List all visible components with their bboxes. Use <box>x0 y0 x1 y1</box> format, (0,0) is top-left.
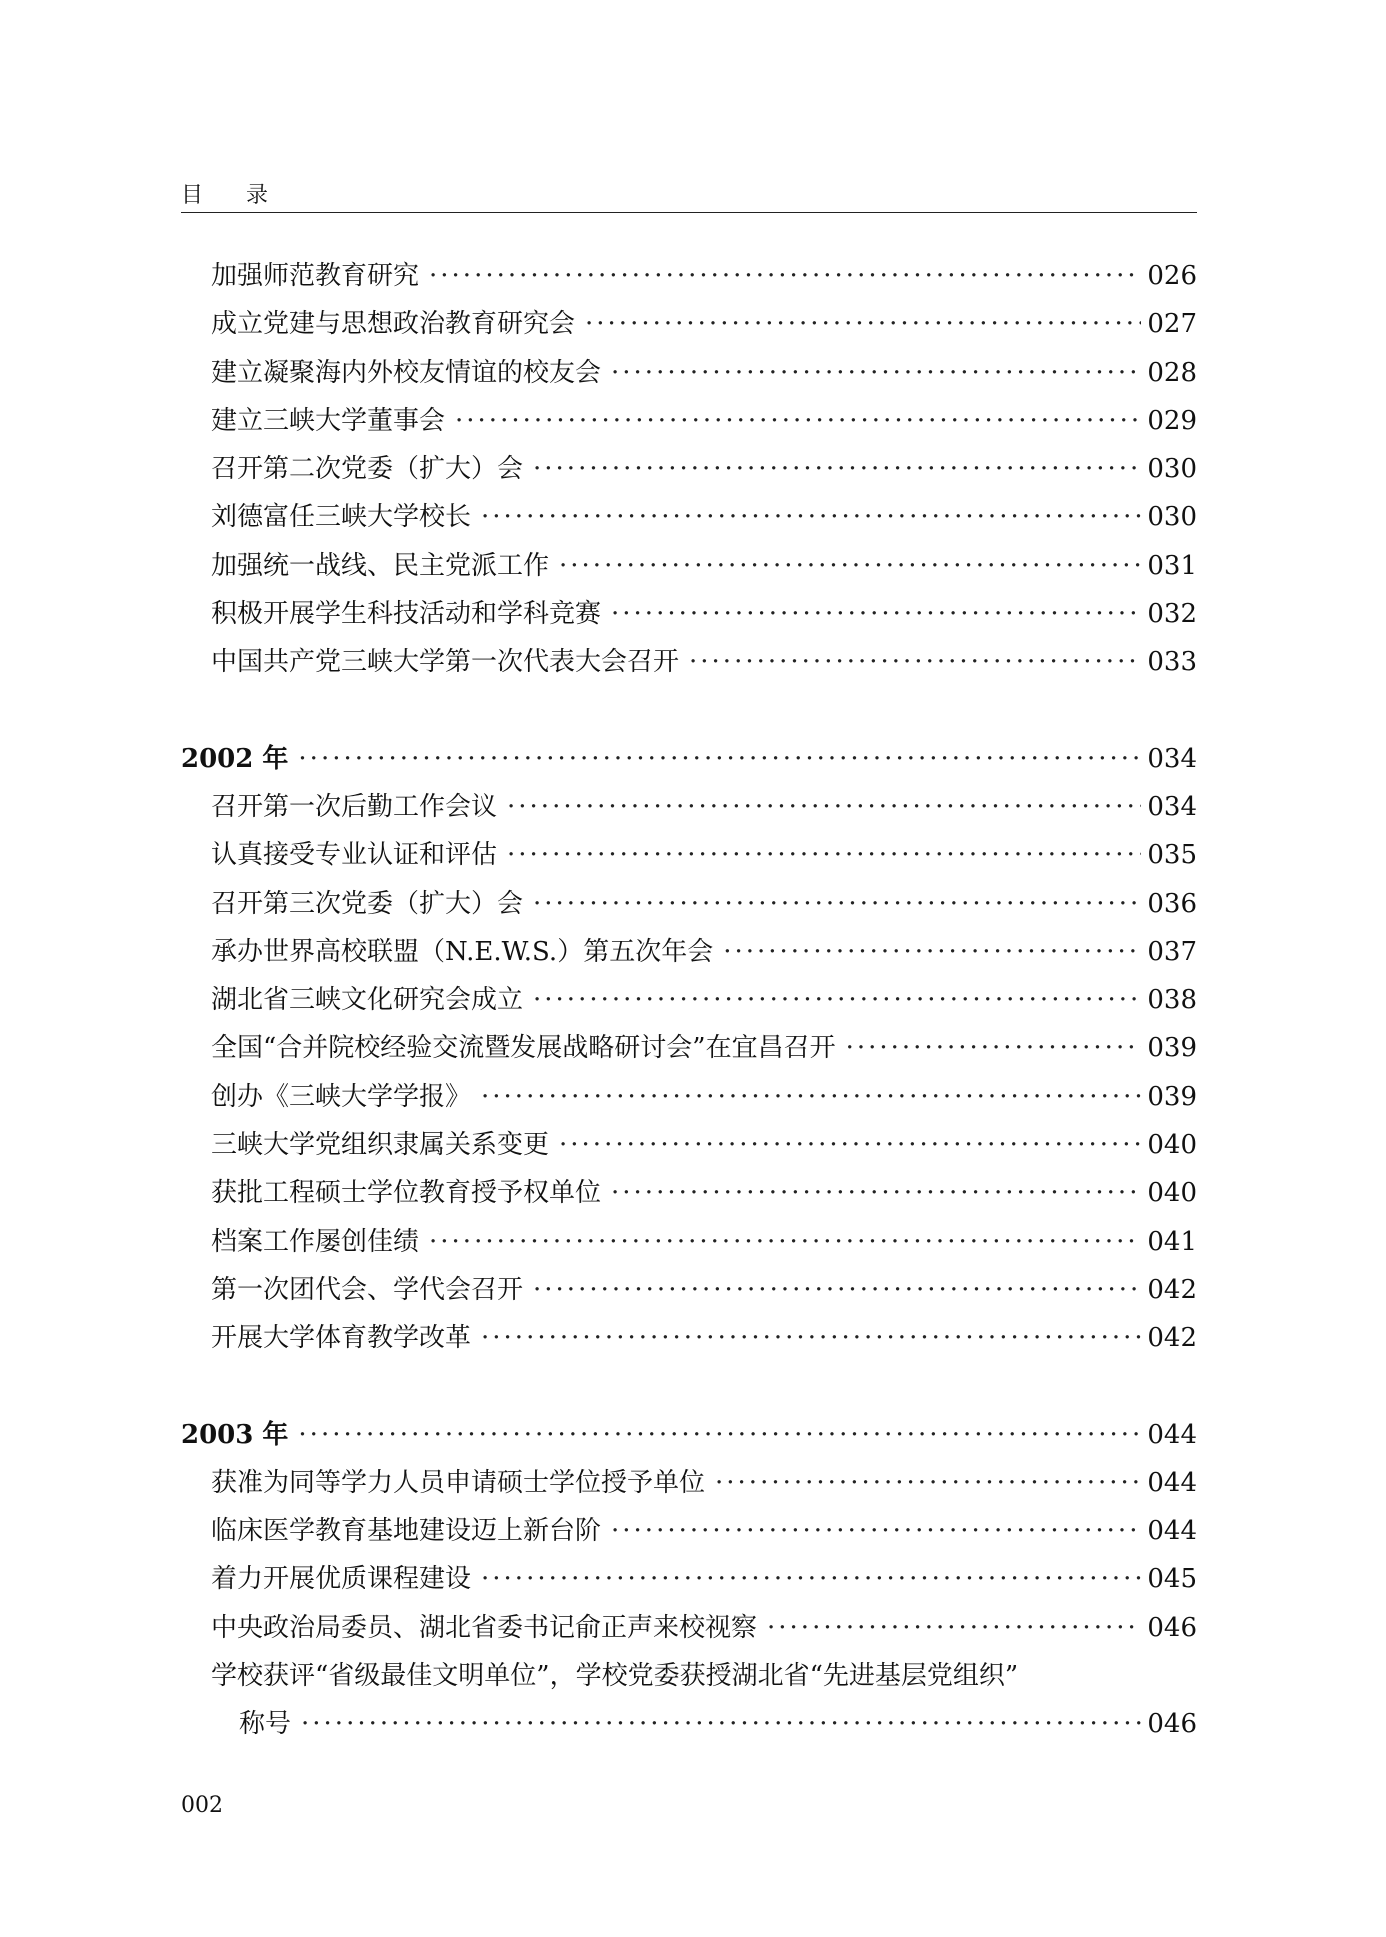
leader-dots <box>298 1411 1141 1459</box>
page-number: 030 <box>1147 454 1197 485</box>
header-title: 目 录 <box>181 183 286 208</box>
page-number: 046 <box>1147 1612 1197 1643</box>
toc-group-2002 <box>181 783 1197 1363</box>
page-folio: 002 <box>181 1793 223 1818</box>
toc-entry[interactable] <box>181 638 1197 686</box>
page-number: 035 <box>1147 840 1197 871</box>
leader-dots <box>611 1169 1141 1217</box>
entry-title: 获批工程硕士学位教育授予权单位 <box>211 1178 602 1209</box>
page-number: 034 <box>1147 743 1197 774</box>
leader-dots <box>559 542 1141 590</box>
leader-dots <box>611 349 1141 397</box>
page-number: 026 <box>1147 261 1197 291</box>
page-number: 044 <box>1147 1516 1197 1547</box>
toc-entry[interactable] <box>181 1169 1197 1217</box>
leader-dots <box>846 1024 1142 1072</box>
leader-dots <box>481 1073 1141 1121</box>
entry-title: 着力开展优质课程建设 <box>211 1564 472 1595</box>
page-number: 042 <box>1147 1323 1197 1354</box>
page-number: 030 <box>1147 502 1197 533</box>
leader-dots <box>559 1121 1141 1169</box>
page-number: 027 <box>1147 309 1197 340</box>
toc-entry[interactable] <box>181 397 1197 445</box>
page-number: 042 <box>1147 1274 1197 1305</box>
entry-title: 建立凝聚海内外校友情谊的校友会 <box>211 357 602 388</box>
leader-dots <box>585 300 1141 348</box>
toc-entry[interactable] <box>181 928 1197 976</box>
page-number: 044 <box>1147 1419 1197 1450</box>
page-number: 038 <box>1147 985 1197 1016</box>
leader-dots <box>455 397 1141 445</box>
page-number: 040 <box>1147 1130 1197 1161</box>
page-number: 045 <box>1147 1564 1197 1595</box>
entry-title: 创办《三峡大学学报》 <box>211 1081 472 1112</box>
page-number: 046 <box>1147 1709 1197 1740</box>
entry-title: 积极开展学生科技活动和学科竞赛 <box>211 599 602 630</box>
toc-entry[interactable] <box>181 1507 1197 1555</box>
toc-group-continued <box>181 252 1197 687</box>
entry-title: 全国“合并院校经验交流暨发展战略研讨会”在宜昌召开 <box>211 1033 836 1064</box>
entry-title: 召开第二次党委（扩大）会 <box>211 454 524 485</box>
running-header <box>181 180 1197 213</box>
page-number: 040 <box>1147 1178 1197 1209</box>
entry-title: 中国共产党三峡大学第一次代表大会召开 <box>211 647 680 678</box>
toc-entry[interactable] <box>181 1121 1197 1169</box>
leader-dots <box>429 252 1141 300</box>
page-number: 041 <box>1147 1226 1197 1257</box>
toc-entry[interactable] <box>181 1218 1197 1266</box>
page-number: 037 <box>1147 936 1197 967</box>
toc-entry[interactable] <box>181 1073 1197 1121</box>
page-number: 032 <box>1147 599 1197 630</box>
toc-entry[interactable] <box>181 976 1197 1024</box>
leader-dots <box>611 590 1141 638</box>
page-number: 029 <box>1147 405 1197 436</box>
toc-entry[interactable] <box>181 1555 1197 1603</box>
leader-dots <box>767 1604 1141 1652</box>
toc-entry[interactable] <box>181 445 1197 493</box>
section-gap <box>181 687 1197 735</box>
entry-title: 临床医学教育基地建设迈上新台阶 <box>211 1516 602 1547</box>
leader-dots <box>429 1218 1141 1266</box>
toc-entry[interactable] <box>181 590 1197 638</box>
toc-entry[interactable] <box>181 831 1197 879</box>
entry-title: 称号 <box>239 1709 292 1740</box>
page-number: 028 <box>1147 357 1197 388</box>
page-number: 033 <box>1147 647 1197 678</box>
leader-dots <box>481 493 1141 541</box>
entry-title: 加强统一战线、民主党派工作 <box>211 550 550 581</box>
entry-title: 湖北省三峡文化研究会成立 <box>211 985 524 1016</box>
toc-entry-multiline-cont[interactable] <box>181 1700 1197 1748</box>
leader-dots <box>481 1555 1141 1603</box>
page-number: 031 <box>1147 550 1197 581</box>
entry-title: 承办世界高校联盟（N.E.W.S.）第五次年会 <box>211 936 714 967</box>
leader-dots <box>723 928 1141 976</box>
entry-title: 获准为同等学力人员申请硕士学位授予单位 <box>211 1467 706 1498</box>
entry-title: 三峡大学党组织隶属关系变更 <box>211 1130 550 1161</box>
entry-title: 档案工作屡创佳绩 <box>211 1226 420 1257</box>
entry-title: 中央政治局委员、湖北省委书记俞正声来校视察 <box>211 1612 758 1643</box>
page-number: 039 <box>1147 1081 1197 1112</box>
toc-entry-multiline-first[interactable] <box>181 1652 1197 1700</box>
leader-dots <box>507 783 1141 831</box>
leader-dots <box>533 445 1141 493</box>
entry-title: 第一次团代会、学代会召开 <box>211 1274 524 1305</box>
toc-entry[interactable] <box>181 1604 1197 1652</box>
entry-title: 认真接受专业认证和评估 <box>211 840 498 871</box>
leader-dots <box>481 1314 1141 1362</box>
page-number: 036 <box>1147 888 1197 919</box>
toc-entry[interactable] <box>181 542 1197 590</box>
entry-title: 刘德富任三峡大学校长 <box>211 502 472 533</box>
toc-entry[interactable] <box>181 1459 1197 1507</box>
toc-entry[interactable] <box>181 1266 1197 1314</box>
toc-entry[interactable] <box>181 300 1197 348</box>
entry-title: 召开第三次党委（扩大）会 <box>211 888 524 919</box>
entry-title: 成立党建与思想政治教育研究会 <box>211 309 576 340</box>
entry-title: 加强师范教育研究 <box>211 261 420 291</box>
toc-entry[interactable] <box>181 1314 1197 1362</box>
leader-dots <box>533 976 1141 1024</box>
toc-entry[interactable] <box>181 493 1197 541</box>
table-of-contents <box>181 252 1197 1749</box>
leader-dots <box>507 831 1141 879</box>
leader-dots <box>298 735 1141 783</box>
leader-dots <box>533 1266 1141 1314</box>
toc-entry[interactable] <box>181 783 1197 831</box>
toc-year-2003[interactable] <box>181 1411 1197 1459</box>
page-number: 034 <box>1147 791 1197 822</box>
toc-entry[interactable] <box>181 252 1197 300</box>
page-number: 039 <box>1147 1033 1197 1064</box>
page-number: 044 <box>1147 1467 1197 1498</box>
section-gap <box>181 1363 1197 1411</box>
leader-dots <box>301 1700 1141 1748</box>
year-label: 2003 年 <box>181 1419 289 1450</box>
toc-entry[interactable] <box>181 349 1197 397</box>
leader-dots <box>611 1507 1141 1555</box>
toc-group-2003 <box>181 1459 1197 1652</box>
leader-dots <box>533 880 1141 928</box>
entry-title: 召开第一次后勤工作会议 <box>211 791 498 822</box>
entry-title: 开展大学体育教学改革 <box>211 1323 472 1354</box>
toc-year-2002[interactable] <box>181 735 1197 783</box>
leader-dots <box>715 1459 1141 1507</box>
leader-dots <box>689 638 1141 686</box>
toc-entry[interactable] <box>181 1024 1197 1072</box>
entry-title: 学校获评“省级最佳文明单位”，学校党委获授湖北省“先进基层党组织” <box>211 1661 1019 1692</box>
toc-entry[interactable] <box>181 880 1197 928</box>
year-label: 2002 年 <box>181 743 289 774</box>
entry-title: 建立三峡大学董事会 <box>211 405 446 436</box>
